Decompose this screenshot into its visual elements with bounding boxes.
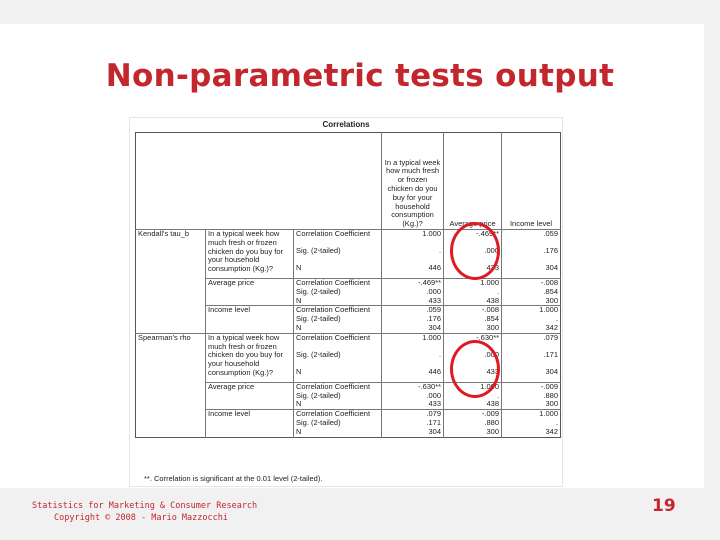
cell-value: 300 — [444, 428, 502, 437]
footer-credits — [32, 500, 257, 524]
statistic-label: N — [294, 297, 382, 306]
cell-value: 342 — [502, 324, 561, 333]
cell-value: . — [444, 392, 502, 401]
cell-value: -.008 — [444, 306, 502, 315]
cell-value: 446 — [382, 368, 444, 383]
statistic-label: N — [294, 264, 382, 279]
cell-value: 438 — [444, 400, 502, 409]
cell-value: .000 — [382, 392, 444, 401]
cell-value: -.630** — [444, 333, 502, 351]
cell-value: 300 — [502, 297, 561, 306]
cell-value: 304 — [382, 428, 444, 437]
cell-value: 433 — [382, 400, 444, 409]
highlight-circle-spearman — [450, 340, 500, 398]
correlations-table-image — [130, 118, 562, 486]
cell-value: 304 — [382, 324, 444, 333]
cell-value: 1.000 — [382, 230, 444, 248]
statistic-label: Sig. (2-tailed) — [294, 247, 382, 264]
cell-value: .854 — [502, 288, 561, 297]
cell-value: 304 — [502, 264, 561, 279]
cell-value: .854 — [444, 315, 502, 324]
cell-value: .000 — [444, 247, 502, 264]
page-number: 19 — [652, 496, 676, 516]
header-blank — [136, 133, 382, 230]
cell-value: .079 — [382, 410, 444, 419]
statistic-label: Correlation Coefficient — [294, 230, 382, 248]
statistic-label: Correlation Coefficient — [294, 279, 382, 288]
cell-value: 342 — [502, 428, 561, 437]
header-var2: Average price — [444, 133, 502, 230]
cell-value: 1.000 — [502, 410, 561, 419]
statistic-label: Sig. (2-tailed) — [294, 351, 382, 368]
cell-value: .171 — [382, 419, 444, 428]
cell-value: 304 — [502, 368, 561, 383]
cell-value: 300 — [444, 324, 502, 333]
variable-label: Income level — [206, 306, 294, 333]
highlight-circle-kendall — [450, 222, 500, 280]
table-caption: Correlations — [322, 120, 370, 129]
footer-line-1: Statistics for Marketing & Consumer Research — [32, 501, 258, 511]
variable-label: Income level — [206, 410, 294, 437]
header-var1: In a typical week how much fresh or frozen chicken do you buy for your household consumption (Kg.)? — [382, 133, 444, 230]
cell-value: .176 — [502, 247, 561, 264]
table-footnote: **. Correlation is significant at the 0.01 level (2-tailed). — [144, 474, 323, 483]
cell-value: -.008 — [502, 279, 561, 288]
cell-value: 433 — [382, 297, 444, 306]
table-row — [136, 333, 561, 351]
statistic-label: Sig. (2-tailed) — [294, 315, 382, 324]
cell-value: 1.000 — [502, 306, 561, 315]
top-band — [0, 0, 720, 24]
cell-value: .176 — [382, 315, 444, 324]
variable-label: Average price — [206, 382, 294, 409]
cell-value: .880 — [502, 392, 561, 401]
cell-value: -.469** — [382, 279, 444, 288]
cell-value: .079 — [502, 333, 561, 351]
section-label: Kendall's tau_b — [136, 230, 206, 334]
cell-value: 1.000 — [382, 333, 444, 351]
cell-value: 1.000 — [444, 279, 502, 288]
cell-value: 433 — [444, 264, 502, 279]
cell-value: -.630** — [382, 382, 444, 391]
cell-value: -.469** — [444, 230, 502, 248]
cell-value: . — [502, 419, 561, 428]
footer-line-2: Copyright © 2008 - Mario Mazzocchi — [54, 513, 228, 523]
statistic-label: Sig. (2-tailed) — [294, 392, 382, 401]
cell-value: . — [382, 351, 444, 368]
statistic-label: N — [294, 428, 382, 437]
cell-value: 1.000 — [444, 382, 502, 391]
cell-value: .059 — [382, 306, 444, 315]
variable-label: In a typical week how much fresh or frozen chicken do you buy for your household consumption (Kg.)? — [206, 333, 294, 382]
statistic-label: Correlation Coefficient — [294, 410, 382, 419]
spearman-section — [136, 333, 561, 437]
variable-label: Average price — [206, 279, 294, 306]
cell-value: .171 — [502, 351, 561, 368]
cell-value: .059 — [502, 230, 561, 248]
statistic-label: Correlation Coefficient — [294, 382, 382, 391]
statistic-label: Sig. (2-tailed) — [294, 288, 382, 297]
header-row — [136, 133, 561, 230]
statistic-label: Sig. (2-tailed) — [294, 419, 382, 428]
cell-value: -.009 — [444, 410, 502, 419]
statistic-label: Correlation Coefficient — [294, 306, 382, 315]
statistic-label: N — [294, 324, 382, 333]
cell-value: 300 — [502, 400, 561, 409]
statistic-label: N — [294, 400, 382, 409]
cell-value: .000 — [382, 288, 444, 297]
correlations-table — [135, 132, 561, 438]
cell-value: . — [444, 288, 502, 297]
cell-value: . — [502, 315, 561, 324]
cell-value: .000 — [444, 351, 502, 368]
cell-value: 433 — [444, 368, 502, 383]
cell-value: . — [382, 247, 444, 264]
slide-title: Non-parametric tests output — [105, 58, 615, 94]
cell-value: -.009 — [502, 382, 561, 391]
statistic-label: N — [294, 368, 382, 383]
cell-value: 446 — [382, 264, 444, 279]
statistic-label: Correlation Coefficient — [294, 333, 382, 351]
variable-label: In a typical week how much fresh or frozen chicken do you buy for your household consumption (Kg.)? — [206, 230, 294, 279]
header-var3: Income level — [502, 133, 561, 230]
section-label: Spearman's rho — [136, 333, 206, 437]
cell-value: 438 — [444, 297, 502, 306]
cell-value: .880 — [444, 419, 502, 428]
